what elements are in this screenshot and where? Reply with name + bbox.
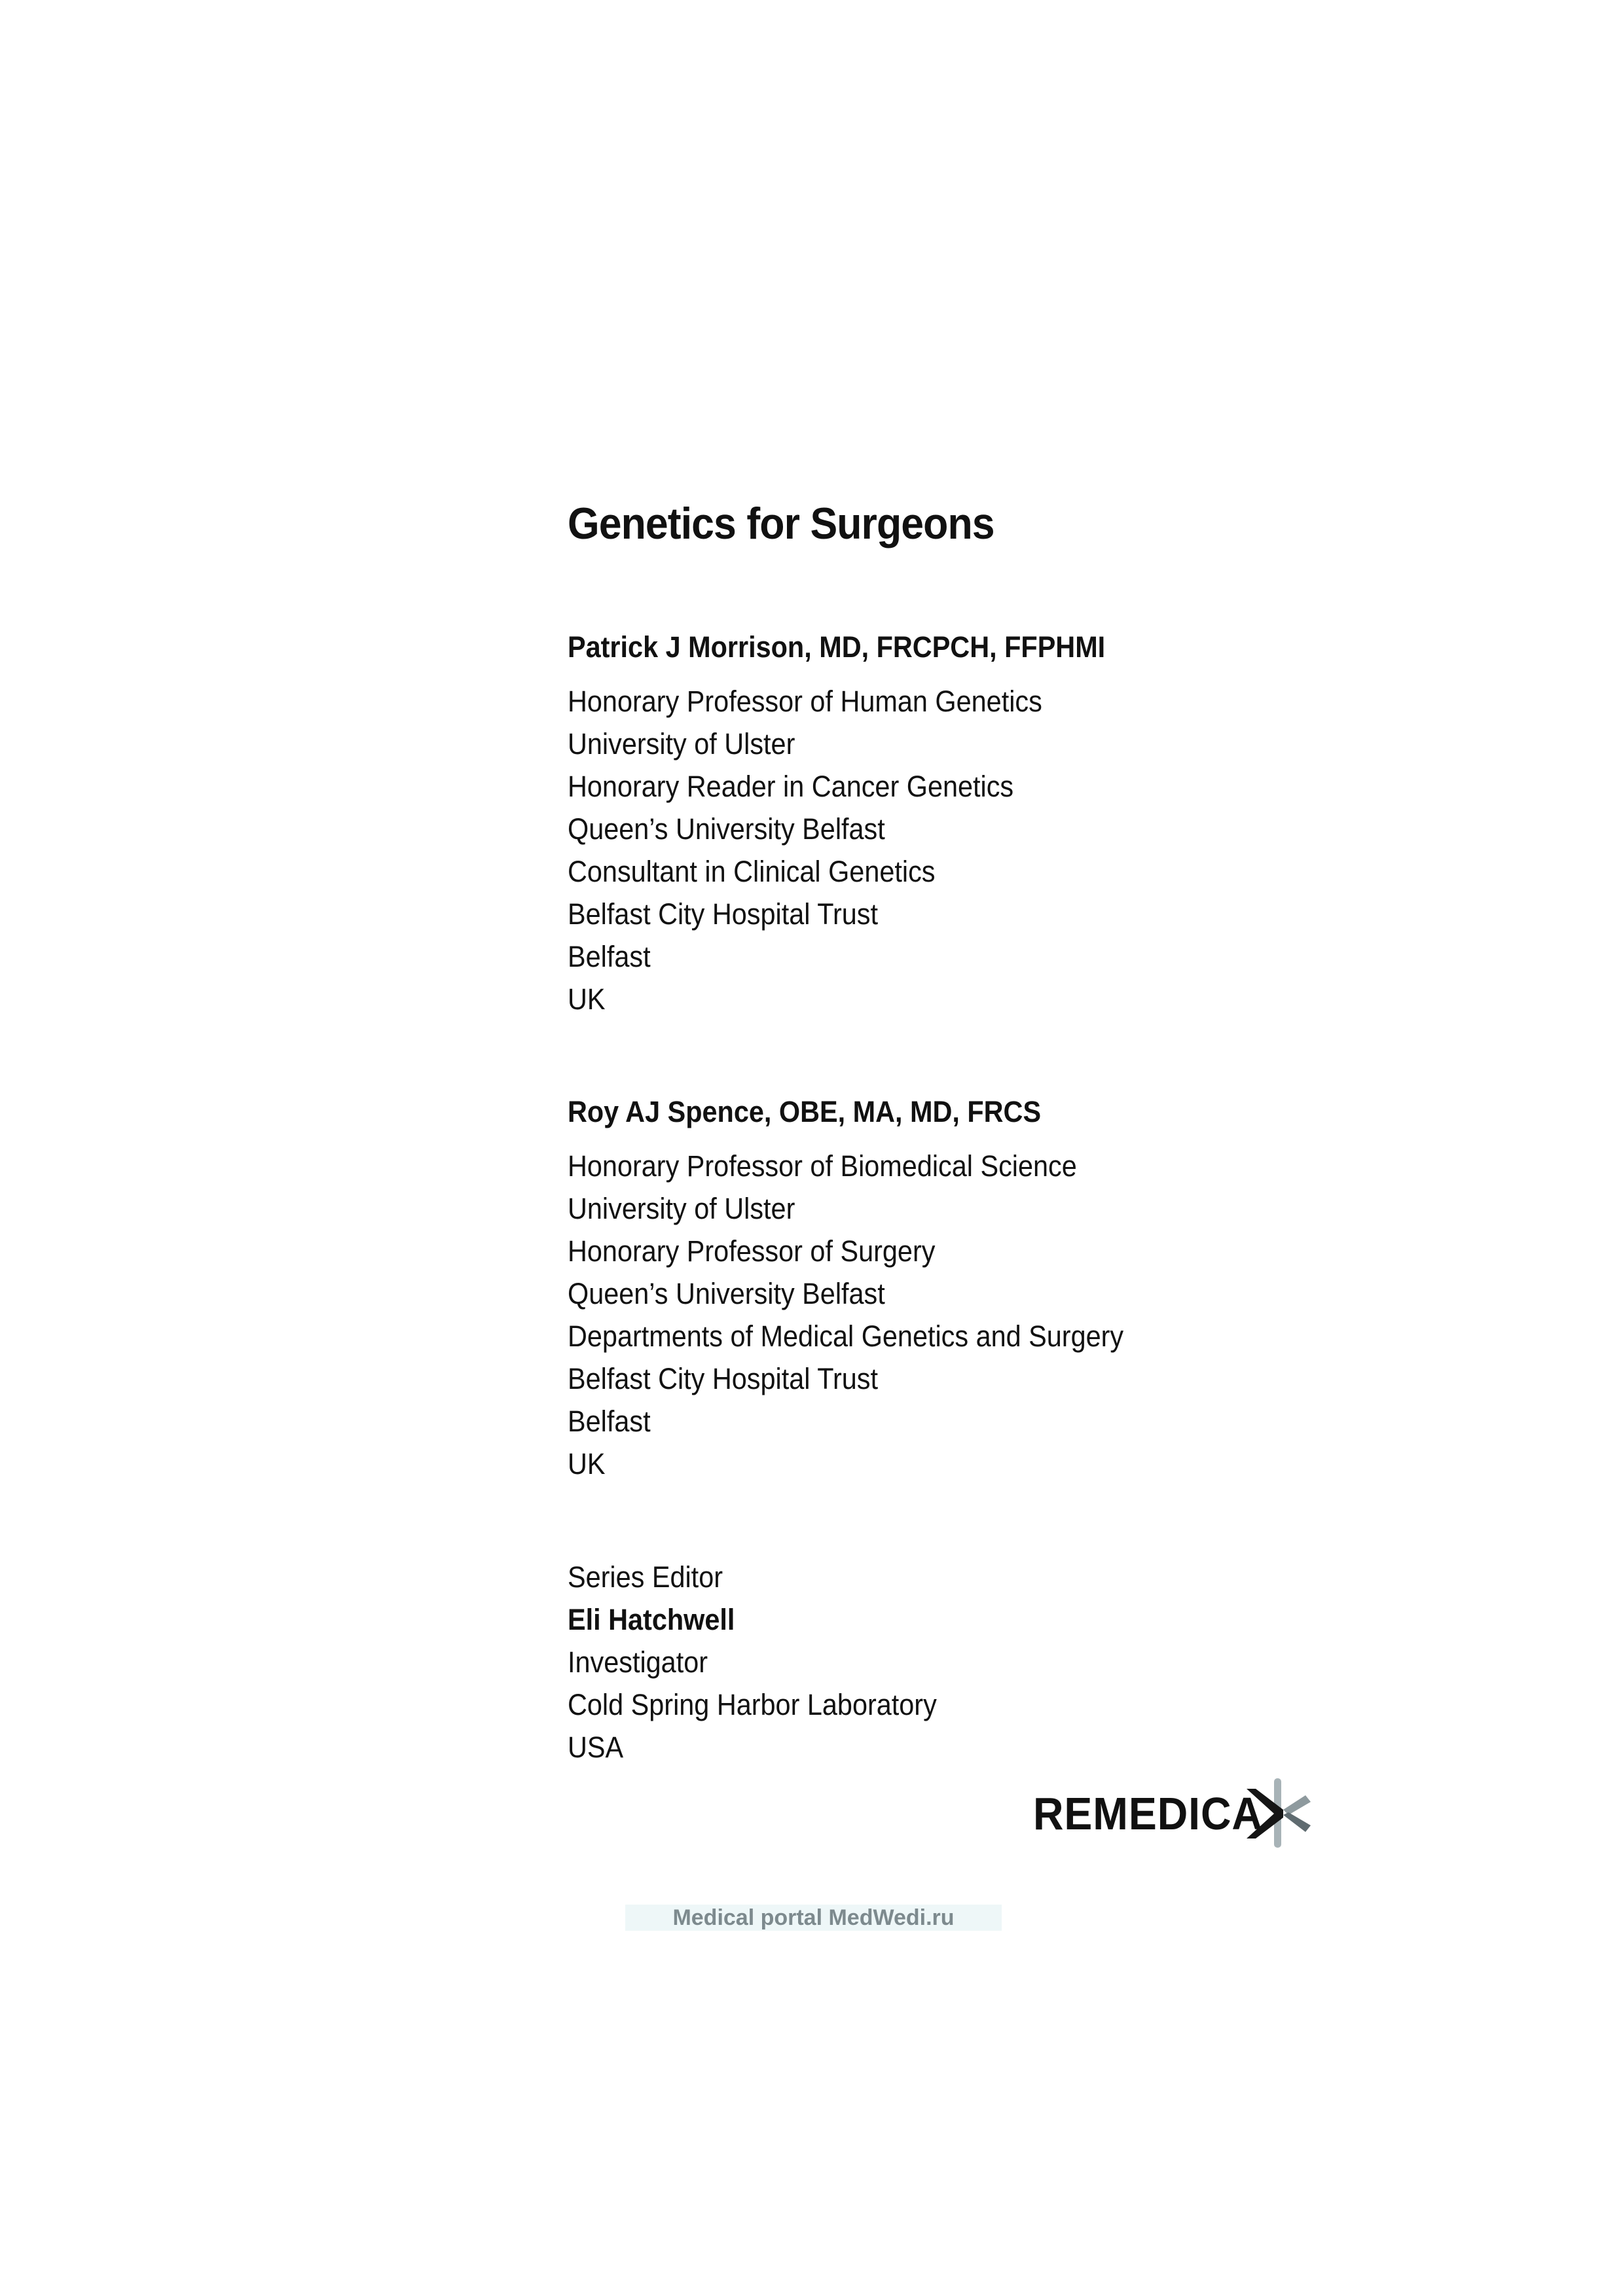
affiliation-line: UK [568, 982, 606, 1016]
affiliation-line: University of Ulster [568, 726, 795, 761]
series-editor-block [568, 1556, 1419, 1768]
affiliation-line: Queen’s University Belfast [568, 1276, 885, 1310]
watermark-banner: Medical portal MedWedi.ru [625, 1905, 1002, 1931]
author-block-1 [568, 626, 1419, 1020]
series-editor-label: Series Editor [568, 1560, 723, 1594]
series-editor-line: Cold Spring Harbor Laboratory [568, 1687, 937, 1721]
affiliation-line: Queen’s University Belfast [568, 812, 885, 846]
series-editor-line: USA [568, 1730, 624, 1764]
affiliation-line: UK [568, 1446, 606, 1480]
affiliation-line: Consultant in Clinical Genetics [568, 854, 936, 888]
author-name: Roy AJ Spence, OBE, MA, MD, FRCS [568, 1094, 1042, 1128]
author-affiliations [568, 680, 1419, 1020]
book-title: Genetics for Surgeons [568, 499, 994, 548]
affiliation-line: Belfast [568, 1404, 651, 1438]
title-page [568, 497, 1419, 1768]
publisher-logo [1033, 1777, 1315, 1849]
affiliation-line: Belfast [568, 939, 651, 973]
affiliation-line: Belfast City Hospital Trust [568, 1361, 878, 1395]
author-affiliations [568, 1145, 1419, 1485]
author-block-2 [568, 1091, 1419, 1485]
affiliation-line: Belfast City Hospital Trust [568, 897, 878, 931]
affiliation-line: Departments of Medical Genetics and Surgery [568, 1319, 1124, 1353]
series-editor-line: Investigator [568, 1645, 708, 1679]
affiliation-line: Honorary Professor of Surgery [568, 1234, 936, 1268]
series-editor-name: Eli Hatchwell [568, 1602, 735, 1636]
affiliation-line: Honorary Professor of Biomedical Science [568, 1149, 1077, 1183]
affiliation-line: Honorary Professor of Human Genetics [568, 684, 1042, 718]
affiliation-line: University of Ulster [568, 1191, 795, 1225]
remedica-logo-mark-icon [1243, 1777, 1311, 1849]
affiliation-line: Honorary Reader in Cancer Genetics [568, 769, 1014, 803]
publisher-name: REMEDICA [1033, 1788, 1263, 1839]
author-name: Patrick J Morrison, MD, FRCPCH, FFPHMI [568, 630, 1106, 664]
